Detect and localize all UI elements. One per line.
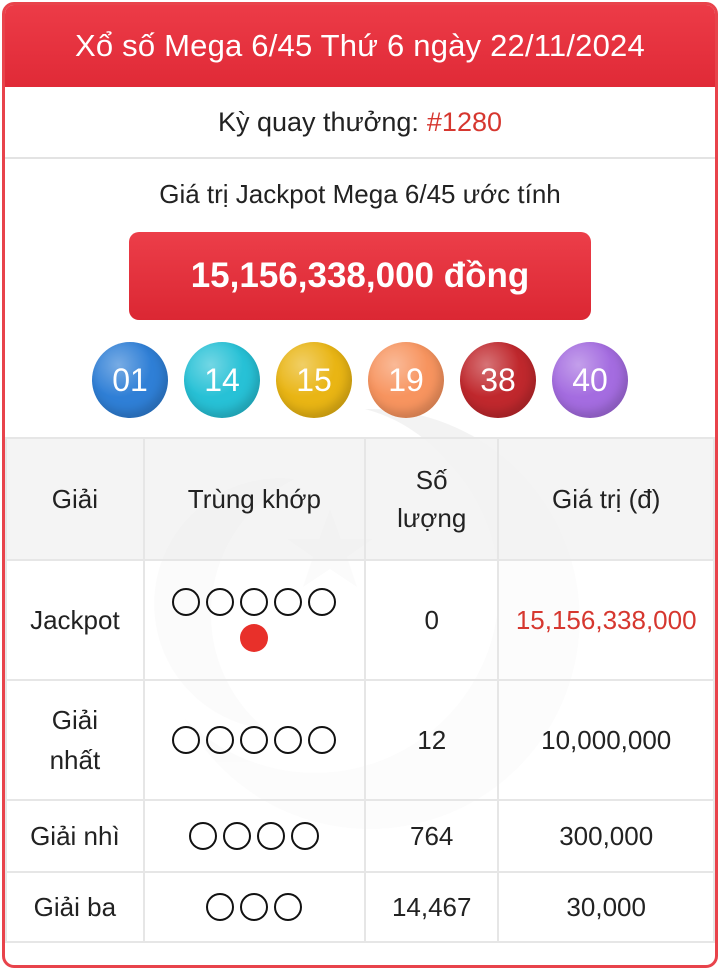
jackpot-value: 15,156,338,000 đồng <box>129 232 591 320</box>
draw-label: Kỳ quay thưởng: <box>218 106 419 137</box>
table-row <box>6 560 714 680</box>
draw-number-row <box>5 87 715 159</box>
match-pattern <box>144 560 365 680</box>
match-circle-icon <box>189 822 217 850</box>
prize-name: Giải nhất <box>6 680 144 800</box>
table-header-row <box>6 438 714 560</box>
match-circle-icon <box>308 588 336 616</box>
match-circle-icon <box>274 588 302 616</box>
prize-name: Giải ba <box>6 872 144 942</box>
jackpot-caption: Giá trị Jackpot Mega 6/45 ước tính <box>159 179 561 209</box>
number-ball: 14 <box>184 342 260 418</box>
prize-table <box>5 437 715 943</box>
prize-value: 30,000 <box>498 872 714 942</box>
match-pattern <box>144 680 365 800</box>
match-circle-icon <box>240 893 268 921</box>
number-ball: 15 <box>276 342 352 418</box>
header-prize: Giải <box>6 438 144 560</box>
number-ball: 01 <box>92 342 168 418</box>
match-circle-icon <box>240 726 268 754</box>
match-circle-icon <box>172 588 200 616</box>
special-number-dot-icon <box>240 624 268 652</box>
prize-name: Giải nhì <box>6 800 144 872</box>
table-row <box>6 680 714 800</box>
winner-count: 12 <box>365 680 498 800</box>
table-row <box>6 800 714 872</box>
lottery-result-card <box>2 2 718 968</box>
match-circle-icon <box>206 893 234 921</box>
match-pattern <box>144 872 365 942</box>
match-circle-icon <box>206 726 234 754</box>
winner-count: 764 <box>365 800 498 872</box>
jackpot-section <box>5 159 715 437</box>
number-ball: 19 <box>368 342 444 418</box>
match-circle-icon <box>172 726 200 754</box>
match-circle-icon <box>223 822 251 850</box>
winner-count: 14,467 <box>365 872 498 942</box>
match-circle-icon <box>308 726 336 754</box>
draw-number: #1280 <box>426 106 502 137</box>
match-circle-icon <box>257 822 285 850</box>
page-title: Xổ số Mega 6/45 Thứ 6 ngày 22/11/2024 <box>5 5 715 87</box>
header-count-label: Số lượng <box>397 465 467 533</box>
match-circle-icon <box>274 726 302 754</box>
match-pattern <box>144 800 365 872</box>
header-value: Giá trị (đ) <box>498 438 714 560</box>
prize-value: 300,000 <box>498 800 714 872</box>
winner-count: 0 <box>365 560 498 680</box>
header-match: Trùng khớp <box>144 438 365 560</box>
table-row <box>6 872 714 942</box>
match-circle-icon <box>206 588 234 616</box>
number-ball: 40 <box>552 342 628 418</box>
match-circle-icon <box>291 822 319 850</box>
winning-numbers <box>5 342 715 418</box>
prize-value: 10,000,000 <box>498 680 714 800</box>
prize-name: Jackpot <box>6 560 144 680</box>
match-circle-icon <box>240 588 268 616</box>
number-ball: 38 <box>460 342 536 418</box>
header-count <box>365 438 498 560</box>
match-circle-icon <box>274 893 302 921</box>
prize-value: 15,156,338,000 <box>498 560 714 680</box>
